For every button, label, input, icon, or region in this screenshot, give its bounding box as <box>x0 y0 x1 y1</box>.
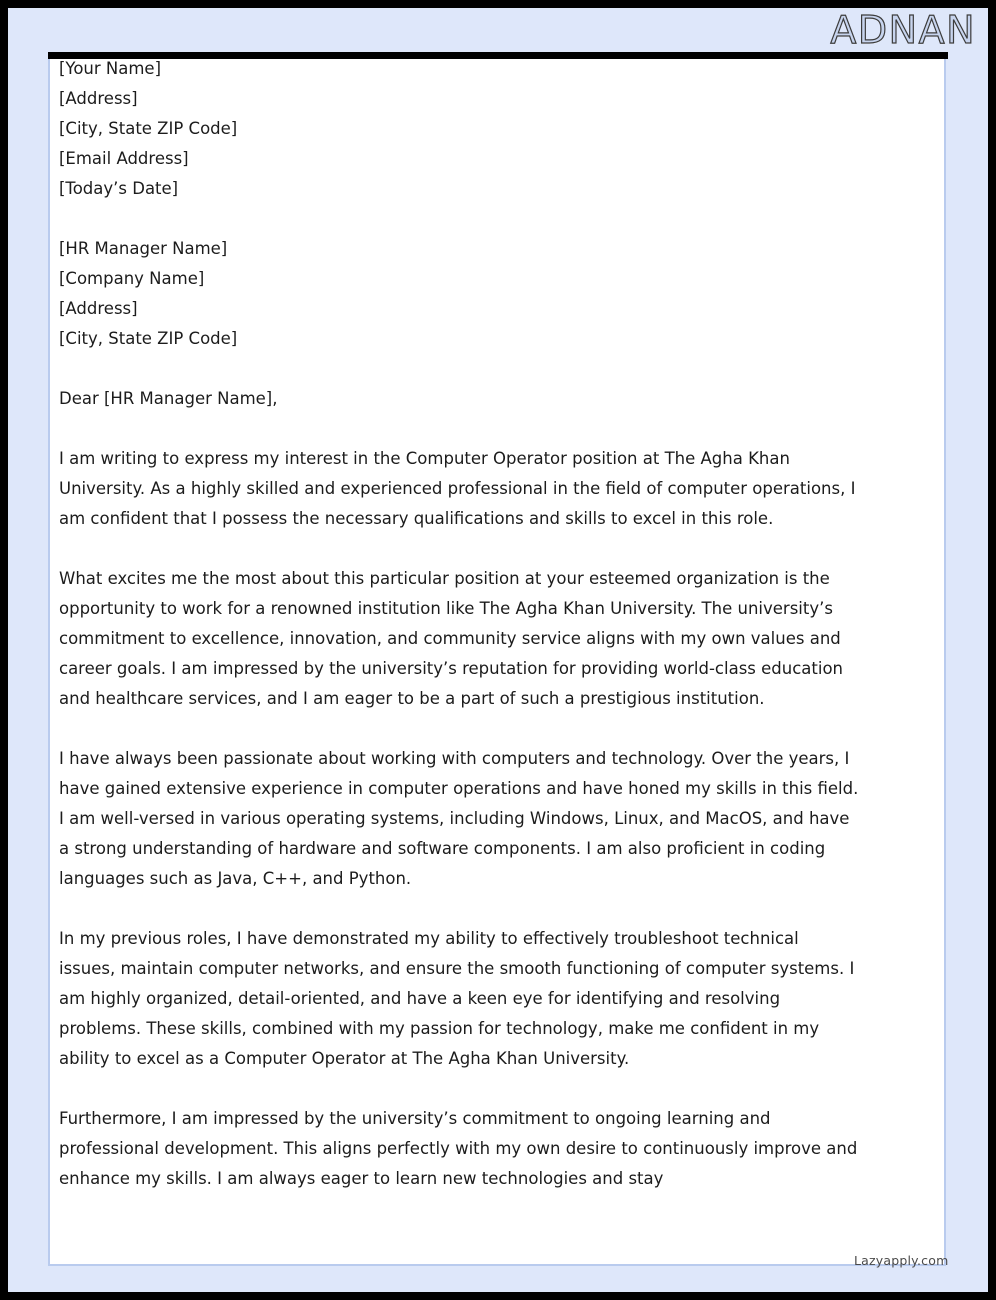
lazyapply-watermark: Lazyapply.com <box>854 1253 949 1268</box>
letter-paragraph: In my previous roles, I have demonstrated my ability to effectively troubleshoot technical issues, maintain computer networks, and ensure the smooth functioning of computer systems. I am highly organized, detail-oriented, and have a keen eye for identifying and resolving problems. These skills, combined with my passion for technology, make me confident in my ability to excel as a Computer Operator at The Agha Khan University. <box>59 929 855 1068</box>
brand-name-heading: ADNAN <box>830 8 976 52</box>
document-canvas <box>8 8 988 1292</box>
sender-address-line: [Today’s Date] <box>59 179 179 198</box>
letter-paragraph: Furthermore, I am impressed by the university’s commitment to ongoing learning and professional development. This aligns perfectly with my own desire to continuously improve and enhance my skills. I am always eager to learn new technologies and stay <box>59 1109 858 1188</box>
recipient-address-line: [City, State ZIP Code] <box>59 329 238 348</box>
document-header <box>8 8 988 52</box>
recipient-address-line: [HR Manager Name] <box>59 239 228 258</box>
letter-paragraph: What excites me the most about this particular position at your esteemed organization is the opportunity to work for a renowned institution like The Agha Khan University. The university’s commitment to excellence, innovation, and community service aligns with my own values and career goals. I am impressed by the university’s reputation for providing world-class education and healthcare services, and I am eager to be a part of such a prestigious institution. <box>59 569 843 708</box>
sender-address-line: [Email Address] <box>59 149 189 168</box>
sender-address-block <box>59 54 859 204</box>
sender-address-line: [City, State ZIP Code] <box>59 119 238 138</box>
letter-body <box>59 54 859 1194</box>
recipient-address-line: [Company Name] <box>59 269 205 288</box>
salutation: Dear [HR Manager Name], <box>59 389 278 408</box>
sender-address-line: [Your Name] <box>59 59 162 78</box>
sender-address-line: [Address] <box>59 89 138 108</box>
recipient-address-line: [Address] <box>59 299 138 318</box>
recipient-address-block <box>59 234 859 354</box>
letter-paragraph: I have always been passionate about working with computers and technology. Over the years, I have gained extensive experience in computer operations and have honed my skills in this field. I am well-versed in various operating systems, including Windows, Linux, and MacOS, and have a strong understanding of hardware and software components. I am also proficient in coding languages such as Java, C++, and Python. <box>59 749 859 888</box>
letter-paragraph: I am writing to express my interest in the Computer Operator position at The Agha Khan University. As a highly skilled and experienced professional in the field of computer operations, I am confident that I possess the necessary qualifications and skills to excel in this role. <box>59 449 856 528</box>
